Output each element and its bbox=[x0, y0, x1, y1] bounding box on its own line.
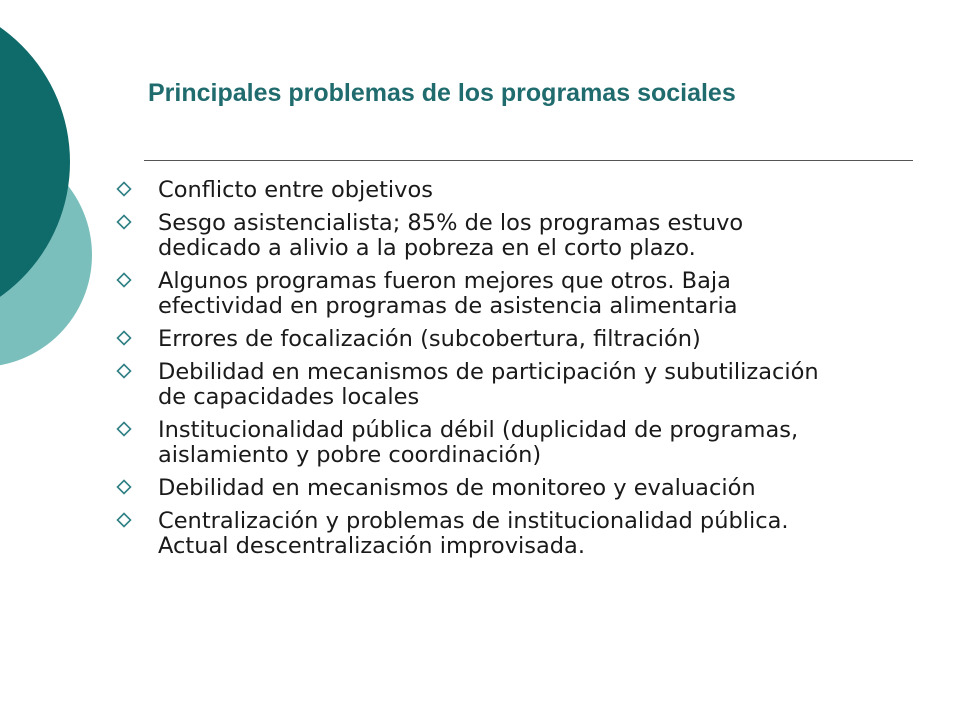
bullet-item bbox=[116, 360, 846, 410]
slide-title: Principales problemas de los programas sociales bbox=[148, 79, 736, 107]
hollow-diamond-bullet-icon bbox=[116, 363, 132, 379]
bullet-item bbox=[116, 509, 846, 559]
bullet-item bbox=[116, 269, 846, 319]
bullet-text: Errores de focalización (subcobertura, filtración) bbox=[158, 326, 701, 352]
title-divider bbox=[144, 160, 913, 161]
hollow-diamond-bullet-icon bbox=[116, 181, 132, 197]
bullet-item bbox=[116, 418, 846, 468]
bullet-text: Debilidad en mecanismos de participación y subutilización de capacidades locales bbox=[158, 359, 819, 410]
hollow-diamond-bullet-icon bbox=[116, 421, 132, 437]
bullet-item bbox=[116, 178, 846, 203]
bullet-text: Institucionalidad pública débil (duplicidad de programas, aislamiento y pobre coordinación) bbox=[158, 417, 799, 468]
bullet-list bbox=[116, 178, 846, 567]
bullet-item bbox=[116, 211, 846, 261]
hollow-diamond-bullet-icon bbox=[116, 512, 132, 528]
bullet-text: Debilidad en mecanismos de monitoreo y evaluación bbox=[158, 475, 756, 501]
bullet-text: Conflicto entre objetivos bbox=[158, 177, 433, 203]
bullet-text: Sesgo asistencialista; 85% de los programas estuvo dedicado a alivio a la pobreza en el corto plazo. bbox=[158, 210, 744, 261]
bullet-item bbox=[116, 476, 846, 501]
hollow-diamond-bullet-icon bbox=[116, 272, 132, 288]
hollow-diamond-bullet-icon bbox=[116, 330, 132, 346]
bullet-text: Centralización y problemas de institucionalidad pública. Actual descentralización improvisada. bbox=[158, 508, 789, 559]
hollow-diamond-bullet-icon bbox=[116, 479, 132, 495]
hollow-diamond-bullet-icon bbox=[116, 214, 132, 230]
bullet-text: Algunos programas fueron mejores que otros. Baja efectividad en programas de asistencia alimentaria bbox=[158, 268, 738, 319]
bullet-item bbox=[116, 327, 846, 352]
